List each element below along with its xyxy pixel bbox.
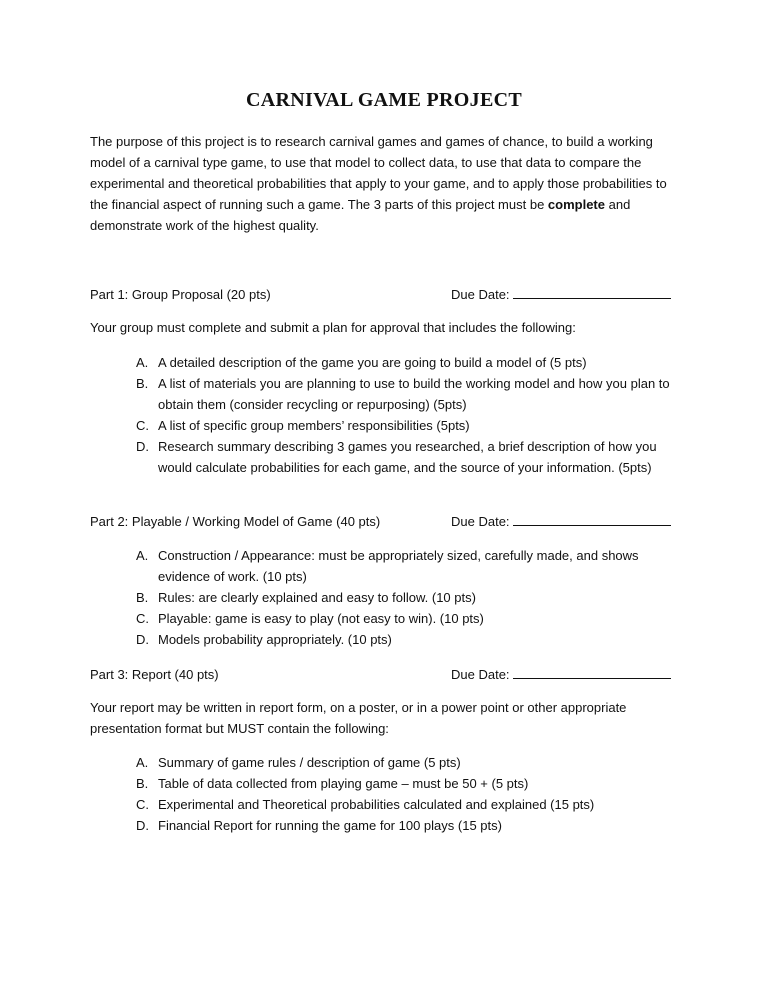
list-item-text: Rules: are clearly explained and easy to follow. (10 pts) — [158, 590, 476, 605]
part1-heading-row — [90, 284, 680, 305]
list-item-letter: A. — [136, 548, 149, 563]
part2-heading-row — [90, 511, 680, 532]
part2-due-blank — [513, 511, 671, 526]
part1-due-blank — [513, 284, 671, 299]
part3-due-label: Due Date: — [451, 667, 510, 682]
list-item-text: A list of materials you are planning to use to build the working model and how you plan to obtain them (consider recycling or repurposing) (5pts) — [158, 376, 670, 412]
list-item — [136, 629, 681, 650]
list-item — [136, 587, 681, 608]
list-item — [136, 415, 681, 436]
list-item — [136, 608, 681, 629]
list-item — [136, 545, 681, 587]
part3-heading-row — [90, 664, 680, 685]
intro-text: The purpose of this project is to research carnival games and games of chance, to build a working model of a carnival type game, to use that model to collect data, to use that data to compare the experimental and theoretical probabilities that apply to your game, and to apply those probabilities to the financial aspect of running such a game. The 3 parts of this project must be — [90, 134, 667, 212]
list-item-letter: D. — [136, 818, 149, 833]
list-item — [136, 752, 681, 773]
list-item — [136, 373, 681, 415]
intro-paragraph — [90, 131, 680, 236]
list-item-letter: B. — [136, 590, 149, 605]
part3-description: Your report may be written in report form, on a poster, or in a power point or other appropriate presentation format but MUST contain the following: — [90, 700, 627, 736]
list-item-letter: C. — [136, 418, 149, 433]
list-item-letter: D. — [136, 439, 149, 454]
list-item — [136, 815, 681, 836]
list-item-letter: B. — [136, 776, 149, 791]
list-item-letter: A. — [136, 355, 149, 370]
list-item-text: Playable: game is easy to play (not easy to win). (10 pts) — [158, 611, 484, 626]
intro-bold-word: complete — [547, 197, 605, 212]
part2-due-date — [451, 511, 671, 532]
intro-text-end: and demonstrate work of the highest quality. — [90, 197, 631, 233]
part1-due-date — [451, 284, 671, 305]
part3-heading: Part 3: Report (40 pts) — [90, 667, 219, 682]
list-item-text: Research summary describing 3 games you researched, a brief description of how you would calculate probabilities for each game, and the source of your information. (5pts) — [158, 439, 657, 475]
list-item — [136, 794, 681, 815]
list-item-text: Financial Report for running the game for 100 plays (15 pts) — [158, 818, 502, 833]
list-item-text: Experimental and Theoretical probabilities calculated and explained (15 pts) — [158, 797, 595, 812]
list-item-letter: D. — [136, 632, 149, 647]
part3-due-date — [451, 664, 671, 685]
page-title: CARNIVAL GAME PROJECT — [246, 89, 522, 111]
part3-list — [136, 752, 681, 836]
list-item-letter: C. — [136, 611, 149, 626]
list-item-text: Summary of game rules / description of game (5 pts) — [158, 755, 461, 770]
part1-list — [136, 352, 681, 478]
list-item — [136, 352, 681, 373]
part2-heading: Part 2: Playable / Working Model of Game (40 pts) — [90, 514, 381, 529]
list-item — [136, 436, 681, 478]
list-item-text: A list of specific group members’ responsibilities (5pts) — [158, 418, 470, 433]
list-item-text: Construction / Appearance: must be appropriately sized, carefully made, and shows evidence of work. (10 pts) — [158, 548, 639, 584]
part1-heading: Part 1: Group Proposal (20 pts) — [90, 287, 271, 302]
list-item-letter: A. — [136, 755, 149, 770]
list-item-letter: C. — [136, 797, 149, 812]
list-item — [136, 773, 681, 794]
part1-description: Your group must complete and submit a plan for approval that includes the following: — [90, 320, 576, 335]
list-item-text: Table of data collected from playing game – must be 50 + (5 pts) — [158, 776, 529, 791]
list-item-letter: B. — [136, 376, 149, 391]
part1-due-label: Due Date: — [451, 287, 510, 302]
list-item-text: Models probability appropriately. (10 pts) — [158, 632, 392, 647]
part2-list — [136, 545, 681, 650]
list-item-text: A detailed description of the game you are going to build a model of (5 pts) — [158, 355, 587, 370]
part2-due-label: Due Date: — [451, 514, 510, 529]
part3-due-blank — [513, 664, 671, 679]
